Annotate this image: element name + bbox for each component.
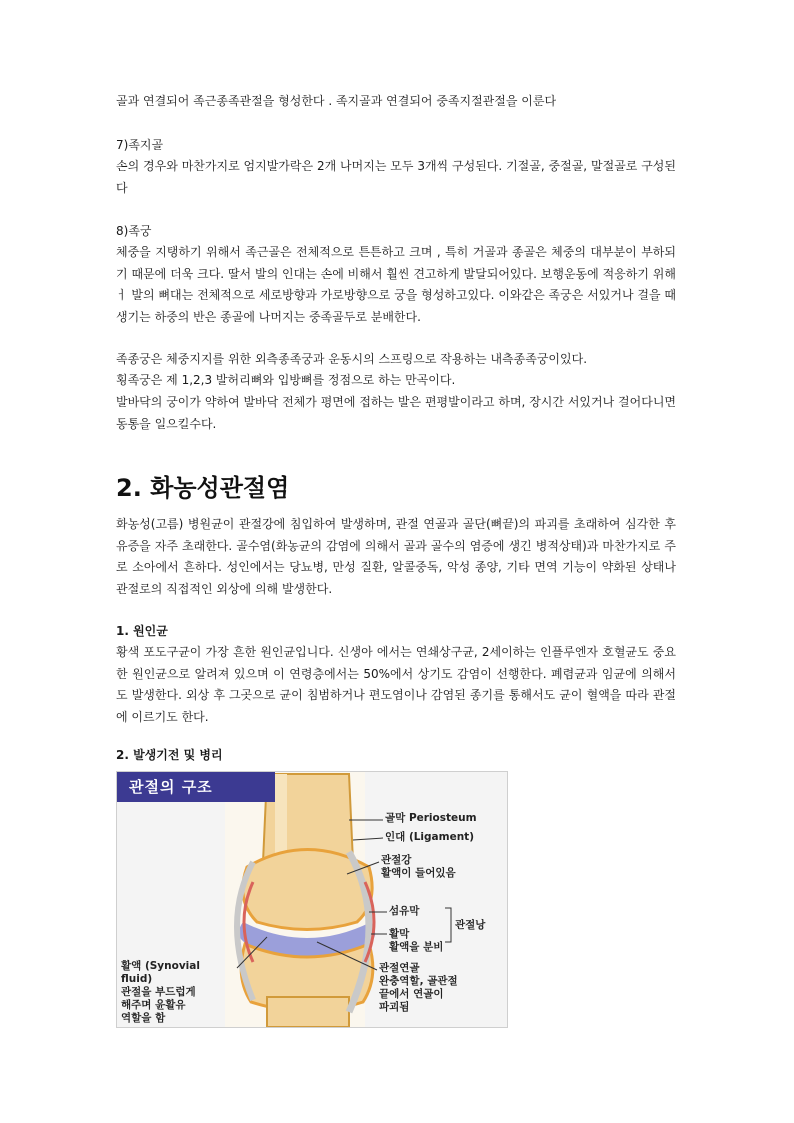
figure-title: 관절의 구조 (129, 778, 213, 796)
section-7-body: 손의 경우와 마찬가지로 엄지발가락은 2개 나머지는 모두 3개씩 구성된다. 기절골, 중절골, 말절골로 구성된다 (116, 159, 676, 195)
section-8-title: 8)족궁 (116, 224, 152, 238)
label-synovial-fluid: 활액 (Synovial fluid) 관절을 부드럽게 해주며 윤활유 역할을 함 (121, 960, 200, 1024)
subsection-1-body: 황색 포도구균이 가장 흔한 원인균입니다. 신생아 에서는 연쇄상구균, 2세이하는 인플루엔자 호혈균도 중요한 원인균으로 알려져 있으며 이 연령층에서는 50%에서 상기도 감염이 선행한다. 폐렴균과 임균에 의해서도 발생한다. 외상 후 그곳으로 균이 침범하거나 편도염이나 감염된 종기를 통해서도 균이 혈액을 따라 관절에 이르기도 한다. (116, 645, 676, 724)
lower-bone-shaft (267, 997, 349, 1027)
label-fibrous-membrane: 섬유막 (389, 905, 420, 917)
section-8-paragraph-1: 체중을 지탱하기 위해서 족근골은 전체적으로 튼튼하고 크며 , 특히 거골과 종골은 체중의 대부분이 부하되기 때문에 더욱 크다. 딸서 발의 인대는 손에 비해서 훨씬 견고하게 발달되어있다. 보행운동에 적응하기 위해ㅓ 발의 뼈대는 전체적으로 세로방향과 가로방향으로 궁을 형성하고있다. 이와같은 족궁은 서있거나 걸을 때 생기는 하중의 반은 종골에 나머지는 중족골두로 분배한다. (116, 245, 676, 324)
subsection-1-title: 1. 원인균 (116, 624, 168, 638)
joint-structure-figure (116, 771, 508, 1028)
section-8-paragraph-2: 족종궁은 체중지지를 위한 외측종족궁과 운동시의 스프링으로 작용하는 내측종족궁이있다. (116, 352, 588, 366)
label-ligament: 인대 (Ligament) (385, 831, 474, 843)
label-articular-cartilage: 관절연골 완충역할, 골관절 끝에서 연골이 파괴됨 (379, 962, 458, 1013)
subsection-2-title: 2. 발생기전 및 병리 (116, 748, 223, 762)
top-line-text: 골과 연결되어 족근종족관절을 형성한다 . 족지골과 연결되어 중족지절관절을 이룬다 (116, 94, 557, 108)
section-8-paragraph-3: 횡족궁은 제 1,2,3 발허리뼈와 입방뼈를 정점으로 하는 만곡이다. (116, 373, 456, 387)
section-7-title: 7)족지골 (116, 138, 164, 152)
section-2-intro: 화농성(고름) 병원균이 관절강에 침입하여 발생하며, 관절 연골과 골단(뼈끝)의 파괴를 초래하여 심각한 후유증을 자주 초래한다. 골수염(화농균의 감염에 의해서 골과 골수의 염증에 생긴 병적상태)과 마찬가지로 주로 소아에서 흔하다. 성인에서는 당뇨병, 만성 질환, 알콜중독, 악성 종양, 기타 면역 기능이 약화된 상태나 관절로의 직접적인 외상에 의해 발생한다. (116, 517, 676, 596)
section-8-paragraph-4: 발바닥의 궁이가 약하여 발바닥 전체가 평면에 접하는 발은 편평발이라고 하며, 장시간 서있거나 걸어다니면 동통을 일으킬수다. (116, 395, 676, 431)
label-synovium: 활막 활액을 분비 (389, 928, 444, 953)
section-2-heading: 2. 화농성관절염 (116, 474, 290, 502)
label-joint-cavity: 관절강 활액이 들어있음 (381, 854, 456, 879)
label-joint-capsule: 관절낭 (455, 919, 486, 931)
label-periosteum: 골막 Periosteum (385, 812, 477, 824)
